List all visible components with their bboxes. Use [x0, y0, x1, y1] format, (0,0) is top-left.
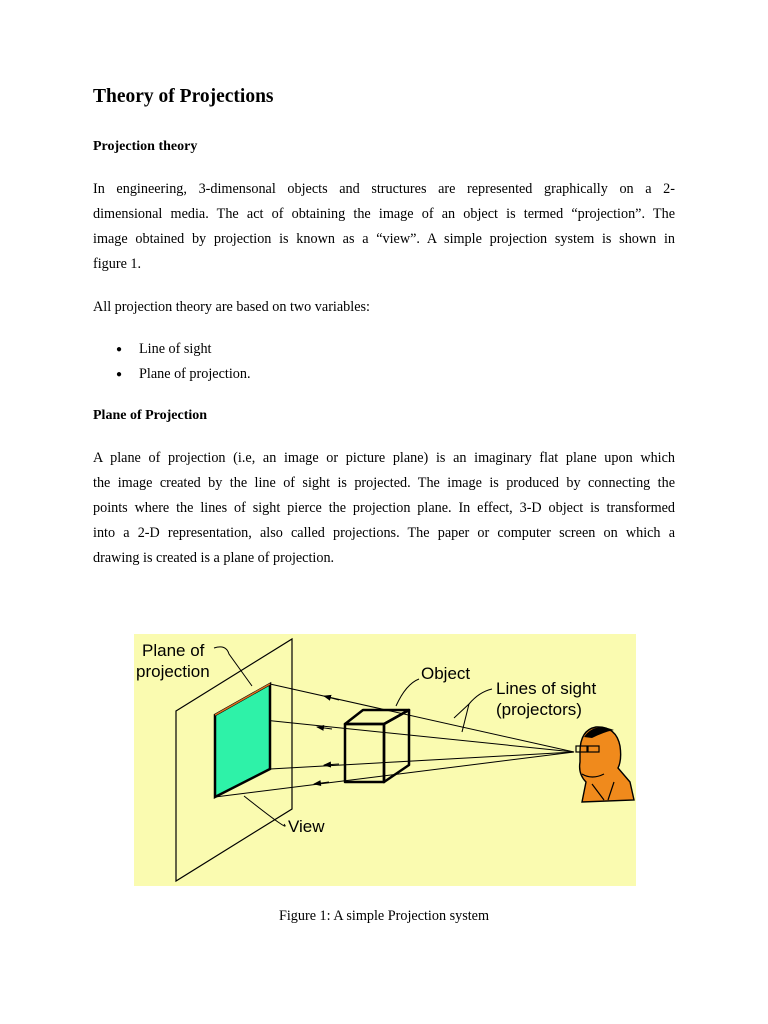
bullet-icon: ●: [116, 344, 123, 355]
list-item-text: Line of sight: [139, 341, 212, 357]
paragraph-line: into a 2-D representation, also called projections. The paper or computer screen on which a: [93, 525, 675, 541]
paragraph-projection-theory: [93, 177, 675, 277]
paragraph-line: A plane of projection (i.e, an image or picture plane) is an imaginary flat plane upon which: [93, 450, 675, 466]
label-plane-line2: projection: [136, 662, 210, 681]
label-plane-line1: Plane of: [142, 641, 205, 660]
label-object: Object: [421, 664, 471, 683]
projected-view: [215, 684, 270, 797]
figure-caption: Figure 1: A simple Projection system: [278, 908, 490, 924]
observer-icon: [576, 727, 634, 802]
paragraph-line: dimensional media. The act of obtaining the image of an object is termed “projection”. The: [93, 206, 675, 222]
bullet-icon: ●: [116, 369, 123, 380]
section-heading-projection-theory: Projection theory: [93, 139, 198, 154]
projector-arrows: [314, 696, 339, 784]
paragraph-line: figure 1.: [93, 256, 142, 272]
projection-figure: [134, 634, 636, 886]
paragraph-line: points where the lines of sight pierce the projection plane. In effect, 3-D object is transformed: [93, 500, 675, 516]
label-view: View: [288, 817, 325, 836]
list-item: [93, 362, 251, 387]
page-title: Theory of Projections: [93, 86, 274, 107]
paragraph-line: the image created by the line of sight is projected. The image is produced by connecting the: [93, 475, 675, 491]
list-item-text: Plane of projection.: [139, 366, 251, 382]
label-sight-line2: (projectors): [496, 700, 582, 719]
variables-list: [93, 337, 251, 387]
list-item: [93, 337, 251, 362]
paragraph-variables-intro: [93, 295, 675, 320]
paragraph-plane-of-projection: [93, 446, 675, 571]
label-sight-line1: Lines of sight: [496, 679, 597, 698]
paragraph-line: All projection theory are based on two variables:: [93, 299, 370, 315]
section-heading-plane-of-projection: Plane of Projection: [93, 408, 208, 423]
paragraph-line: image obtained by projection is known as a “view”. A simple projection system is shown in: [93, 231, 675, 247]
projection-diagram: [134, 634, 636, 886]
paragraph-line: drawing is created is a plane of projection.: [93, 550, 335, 566]
paragraph-line: In engineering, 3-dimensonal objects and structures are represented graphically on a 2-: [93, 181, 675, 197]
object-cube: [345, 710, 409, 782]
